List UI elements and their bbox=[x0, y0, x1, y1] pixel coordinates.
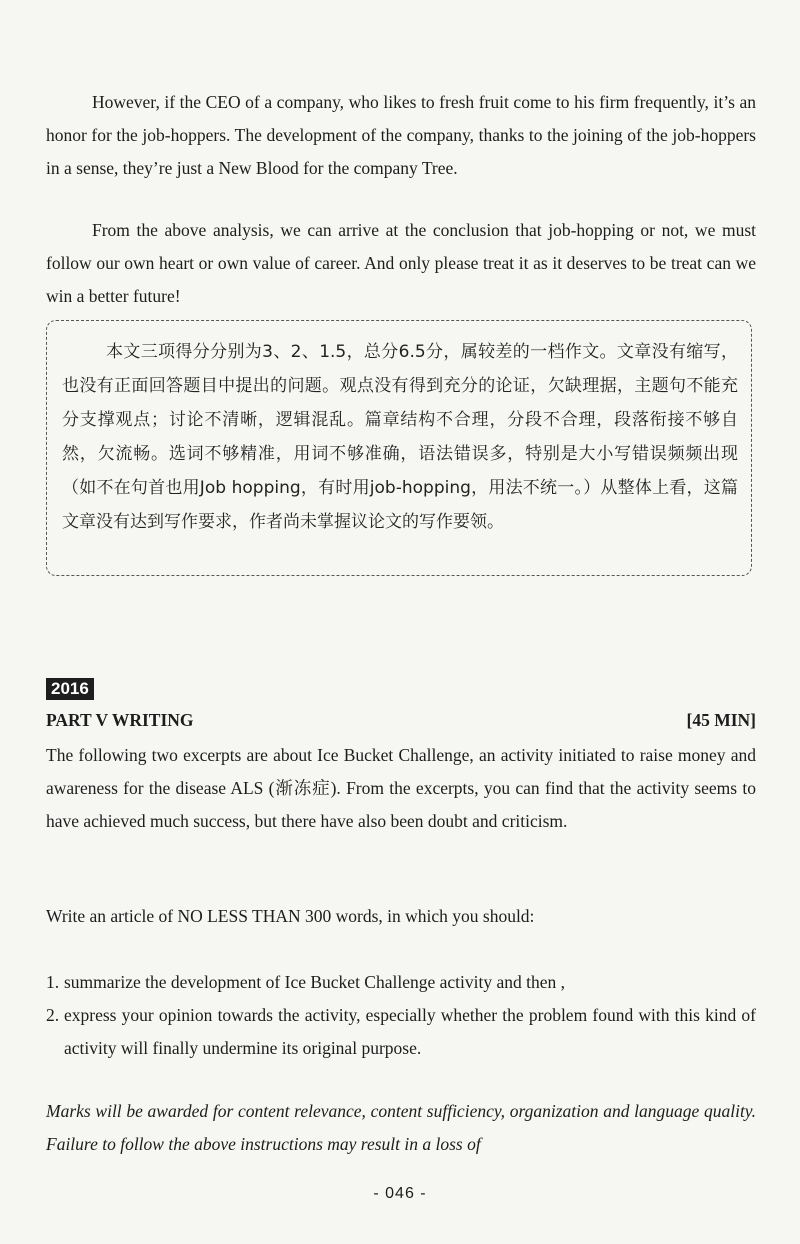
part-title: PART V WRITING bbox=[46, 710, 194, 730]
list-item bbox=[46, 966, 756, 999]
essay-paragraph-2: From the above analysis, we can arrive at the conclusion that job-hopping or not, we must follow our own heart or own value of career. And only please treat it as it deserves to be treat can we win a better future! bbox=[46, 220, 756, 306]
commentary-box bbox=[46, 320, 752, 576]
list-item-number: 2. bbox=[46, 1005, 60, 1025]
list-item-text: express your opinion towards the activity, especially whether the problem found with this kind of activity will finally undermine its original purpose. bbox=[64, 1005, 756, 1058]
page-number: - 046 - bbox=[373, 1185, 427, 1202]
marks-note: Marks will be awarded for content relevance, content sufficiency, organization and language quality. Failure to follow the above instructions may result in a loss of bbox=[46, 1101, 756, 1154]
list-item bbox=[46, 999, 756, 1065]
essay-paragraph-1: However, if the CEO of a company, who likes to fresh fruit come to his firm frequently, it’s an honor for the job-hoppers. The development of the company, thanks to the joining of the job-hoppers in a sense, they’re just a New Blood for the company Tree. bbox=[46, 92, 756, 178]
task-list bbox=[46, 966, 756, 1065]
list-item-text: summarize the development of Ice Bucket Challenge activity and then , bbox=[64, 972, 566, 992]
time-limit: [45 MIN] bbox=[686, 710, 756, 730]
section-header bbox=[46, 708, 756, 732]
commentary-text: 本文三项得分分别为3、2、1.5，总分6.5分，属较差的一档作文。文章没有缩写，也没有正面回答题目中提出的问题。观点没有得到充分的论证，欠缺理据，主题句不能充分支撑观点；讨论不清晰，逻辑混乱。篇章结构不合理，分段不合理，段落衔接不够自然，欠流畅。选词不够精准，用词不够准确，语法错误多，特别是大小写错误频频出现（如不在句首也用Job hopping，有时用job-hopping，用法不统一。）从整体上看，这篇文章没有达到写作要求，作者尚未掌握议论文的写作要领。 bbox=[62, 342, 738, 532]
exam-instruction: Write an article of NO LESS THAN 300 words, in which you should: bbox=[46, 906, 535, 926]
exam-intro: The following two excerpts are about Ice Bucket Challenge, an activity initiated to raise money and awareness for the disease ALS (渐冻症). From the excerpts, you can find that the activity seems to have achieved much success, but there have also been doubt and criticism. bbox=[46, 745, 756, 831]
year-badge: 2016 bbox=[46, 678, 94, 700]
list-item-number: 1. bbox=[46, 972, 60, 992]
